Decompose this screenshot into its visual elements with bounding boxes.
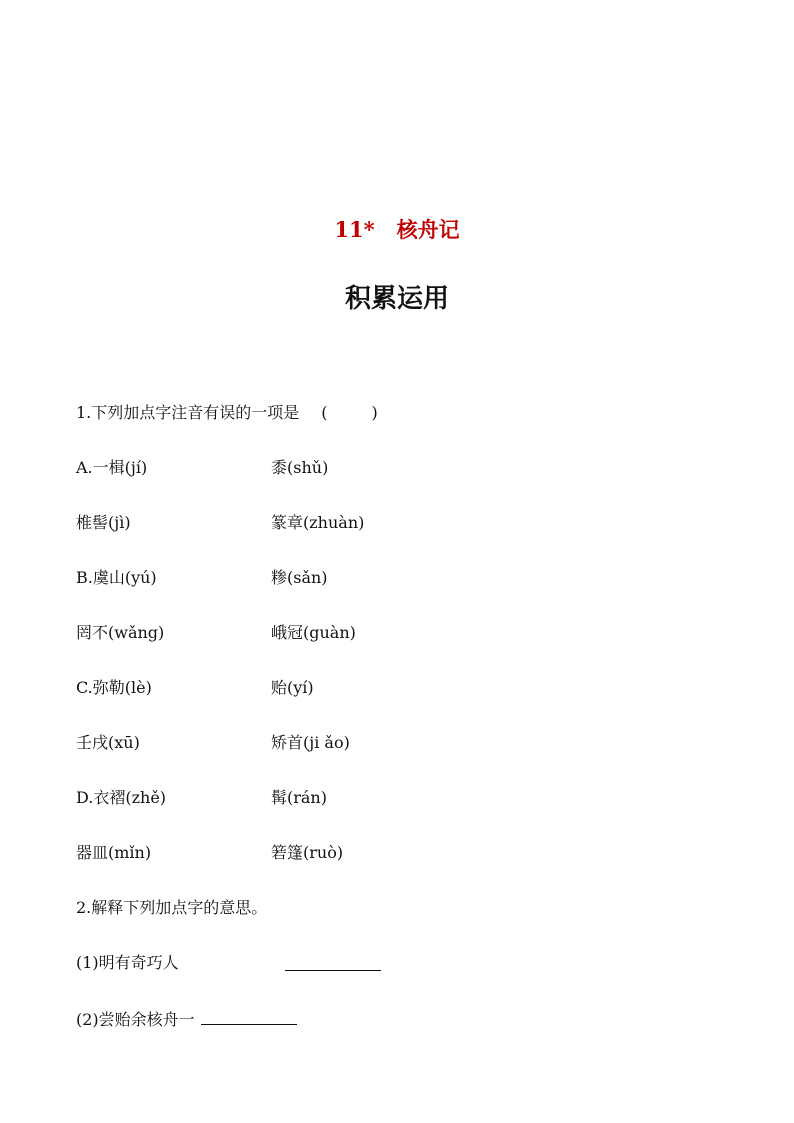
option-b-left-2: 罔不(wǎng) (76, 623, 165, 642)
lesson-number: 11* (334, 217, 375, 242)
option-a-left-2: 椎髻(jì) (76, 513, 131, 532)
lesson-title (0, 214, 794, 244)
option-d-left: D.衣褶(zhě) (76, 788, 167, 807)
lesson-name: 核舟记 (396, 217, 460, 242)
option-c-left: C.弥勒(lè) (76, 678, 152, 697)
question-1-text: 1.下列加点字注音有误的一项是 (76, 403, 300, 422)
option-a-right-2: 篆章(zhuàn) (271, 513, 365, 532)
option-c-right: 贻(yí) (271, 678, 314, 697)
answer-blank-1[interactable] (285, 954, 381, 971)
answer-blank-2[interactable] (201, 1008, 297, 1025)
option-d-right: 髯(rán) (271, 788, 327, 807)
option-b-left: B.虞山(yú) (76, 568, 157, 587)
question-2-item-2 (76, 1008, 297, 1030)
item-2-label: (2)尝贻余核舟一 (76, 1010, 195, 1029)
option-d-right-2: 箬篷(ruò) (271, 843, 344, 862)
option-b-right-2: 峨冠(guàn) (271, 623, 356, 642)
question-1-stem (76, 402, 378, 424)
option-a-left: A.一楫(jí) (76, 458, 148, 477)
option-c-left-2: 壬戌(xū) (76, 733, 140, 752)
option-c-right-2: 矫首(ji ǎo) (271, 733, 350, 752)
item-1-label: (1)明有奇巧人 (76, 953, 179, 972)
option-b-right: 糁(sǎn) (271, 568, 328, 587)
option-a-right: 黍(shǔ) (271, 458, 329, 477)
question-2-stem: 2.解释下列加点字的意思。 (76, 898, 268, 917)
answer-paren-open: ( (321, 403, 328, 422)
answer-paren-close: ) (371, 403, 378, 422)
option-d-left-2: 器皿(mǐn) (76, 843, 152, 862)
section-title: 积累运用 (344, 284, 449, 314)
question-2-item-1 (76, 952, 179, 974)
